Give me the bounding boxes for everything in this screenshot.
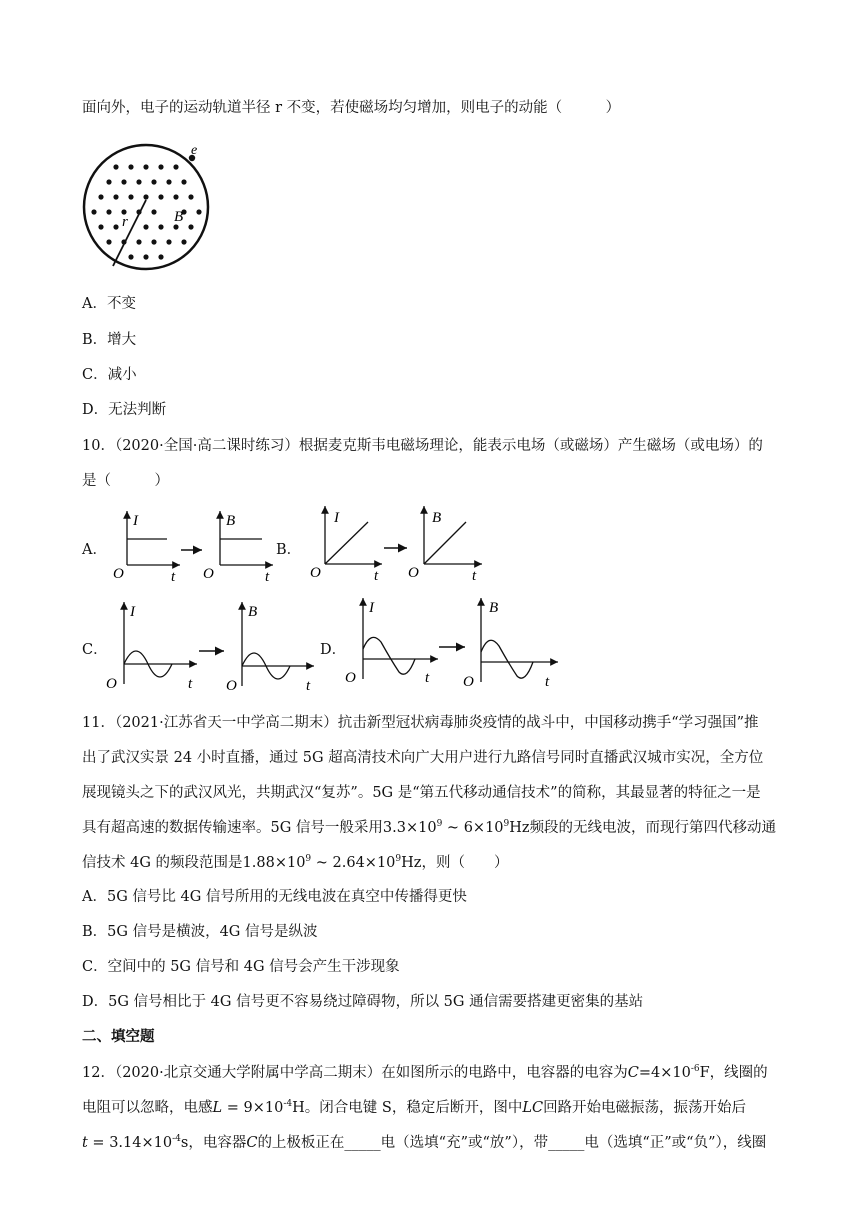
field-dot bbox=[181, 239, 186, 244]
q11-option-d[interactable]: D．5G 信号相比于 4G 信号更不容易绕过障碍物，所以 5G 通信需要搭建更密集的基站 bbox=[82, 994, 644, 1010]
field-dot bbox=[136, 239, 141, 244]
svg-text:I: I bbox=[334, 510, 339, 526]
q12-stem-line3: $t = 3.14\times 10^{-4}s$，电容器C的上极板正在_____电（选填“充”或“放”），带_____电（选填“正”或“负”），线圈 bbox=[82, 1134, 767, 1151]
q9-stem: 面向外，电子的运动轨道半径 r 不变，若使磁场均匀增加，则电子的动能（ ） bbox=[82, 100, 621, 116]
svg-text:B: B bbox=[248, 604, 258, 620]
q10-option-c[interactable]: C． bbox=[82, 642, 108, 658]
q11-stem-line3: 展现镜头之下的武汉风光，共期武汉“复苏”。5G 是“第五代移动通信技术”的简称，其最显著的特征之一是 bbox=[82, 785, 761, 801]
q11-stem-line5: 信技术 4G 的频段范围是$1.88\times 10^9$ ~ $2.64\times 10^9Hz$，则（ ） bbox=[82, 854, 509, 871]
label-B: B bbox=[174, 209, 184, 225]
q9-option-b[interactable]: B．增大 bbox=[82, 332, 137, 348]
svg-text:O: O bbox=[345, 670, 356, 686]
field-dot bbox=[151, 209, 156, 214]
field-dot bbox=[128, 164, 133, 169]
field-dot bbox=[158, 164, 163, 169]
svg-text:O: O bbox=[408, 565, 419, 581]
q9-option-a[interactable]: A．不变 bbox=[82, 296, 136, 312]
q10-stem-line1: 10．（2020·全国·高二课时练习）根据麦克斯韦电磁场理论，能表示电场（或磁场）产生磁场（或电场）的 bbox=[82, 438, 763, 454]
q11-stem-line4: 具有超高速的数据传输速率。5G 信号一般采用$3.3\times 10^9$ ~ $6\times 10^9Hz$频段的无线电波，而现行第四代移动通 bbox=[82, 819, 777, 836]
field-dot bbox=[166, 179, 171, 184]
field-dot bbox=[158, 194, 163, 199]
svg-text:t: t bbox=[306, 678, 311, 694]
field-dot bbox=[173, 224, 178, 229]
svg-text:B: B bbox=[489, 600, 499, 616]
svg-text:I: I bbox=[133, 513, 138, 529]
svg-text:O: O bbox=[113, 566, 124, 582]
svg-text:t: t bbox=[472, 568, 477, 584]
svg-text:t: t bbox=[374, 568, 379, 584]
field-dot bbox=[173, 194, 178, 199]
q10-option-a-graphs bbox=[105, 505, 280, 585]
field-dot bbox=[106, 239, 111, 244]
frequency-range-4g: $1.88\times 10^9$ ~ $2.64\times 10^9Hz$ bbox=[242, 854, 422, 871]
frequency-range-5g: $3.3\times 10^9$ ~ $6\times 10^9Hz$ bbox=[382, 819, 530, 836]
field-dot bbox=[106, 179, 111, 184]
field-dot bbox=[181, 179, 186, 184]
svg-text:I: I bbox=[369, 600, 374, 616]
svg-text:t: t bbox=[545, 674, 550, 690]
q11-option-c[interactable]: C．空间中的 5G 信号和 4G 信号会产生干涉现象 bbox=[82, 959, 400, 975]
field-dot bbox=[143, 194, 148, 199]
time-value: $t = 3.14\times 10^{-4}s$ bbox=[82, 1134, 189, 1151]
field-dot bbox=[196, 209, 201, 214]
svg-text:B: B bbox=[432, 510, 442, 526]
label-e: e bbox=[191, 143, 198, 158]
q12-stem-line1: 12．（2020·北京交通大学附属中学高二期末）在如图所示的电路中，电容器的电容为$C=4\times 10^{-6}F$，线圈的 bbox=[82, 1064, 768, 1081]
svg-text:O: O bbox=[463, 674, 474, 690]
svg-text:O: O bbox=[226, 678, 237, 694]
field-dot bbox=[113, 224, 118, 229]
label-r: r bbox=[122, 214, 128, 230]
field-dot bbox=[113, 164, 118, 169]
field-dot bbox=[106, 209, 111, 214]
field-dot bbox=[136, 179, 141, 184]
q9-option-d[interactable]: D．无法判断 bbox=[82, 402, 167, 418]
field-dot bbox=[158, 224, 163, 229]
field-dot bbox=[151, 239, 156, 244]
svg-text:O: O bbox=[203, 566, 214, 582]
field-dot bbox=[188, 224, 193, 229]
inductance-value: $L = 9\times 10^{-4}H$ bbox=[212, 1099, 305, 1116]
q11-option-a[interactable]: A．5G 信号比 4G 信号所用的无线电波在真空中传播得更快 bbox=[82, 889, 467, 905]
field-dot bbox=[98, 194, 103, 199]
q9-option-c[interactable]: C．减小 bbox=[82, 367, 137, 383]
q10-stem-line2: 是（ ） bbox=[82, 473, 169, 489]
q10-option-b[interactable]: B． bbox=[276, 542, 302, 558]
field-dot bbox=[151, 179, 156, 184]
svg-text:t: t bbox=[171, 569, 176, 585]
field-dot bbox=[113, 194, 118, 199]
q10-option-d[interactable]: D． bbox=[320, 642, 347, 658]
field-dot bbox=[128, 194, 133, 199]
capacitance-value: $C=4\times 10^{-6}F$ bbox=[627, 1064, 710, 1081]
svg-text:I: I bbox=[130, 604, 135, 620]
svg-text:B: B bbox=[226, 513, 236, 529]
q9-magnetic-field-figure bbox=[80, 138, 220, 273]
svg-text:O: O bbox=[106, 676, 117, 692]
q11-stem-line1: 11．（2021·江苏省天一中学高二期末）抗击新型冠状病毒肺炎疫情的战斗中，中国移动携手“学习强国”推 bbox=[82, 715, 759, 731]
q10-option-c-graphs bbox=[102, 596, 322, 696]
field-dot bbox=[166, 239, 171, 244]
q10-option-a[interactable]: A． bbox=[82, 542, 107, 558]
q11-stem-line2: 出了武汉实景 24 小时直播，通过 5G 超高清技术向广大用户进行九路信号同时直播武汉城市实况，全方位 bbox=[82, 750, 764, 766]
field-dot bbox=[173, 164, 178, 169]
q12-stem-line2: 电阻可以忽略，电感$L = 9\times 10^{-4}H$。闭合电键 S，稳定后断开，图中LC回路开始电磁振荡，振荡开始后 bbox=[82, 1099, 747, 1116]
svg-text:t: t bbox=[425, 670, 430, 686]
field-dot bbox=[121, 179, 126, 184]
svg-text:t: t bbox=[265, 569, 270, 585]
field-dot bbox=[143, 254, 148, 259]
q10-option-d-graphs bbox=[343, 592, 568, 692]
svg-text:O: O bbox=[310, 565, 321, 581]
q11-option-b[interactable]: B．5G 信号是横波，4G 信号是纵波 bbox=[82, 924, 318, 940]
field-dot bbox=[128, 254, 133, 259]
field-dot bbox=[91, 209, 96, 214]
section-fill-in-blank: 二、填空题 bbox=[82, 1029, 155, 1045]
q10-option-b-graphs bbox=[300, 500, 490, 585]
field-dot bbox=[143, 224, 148, 229]
field-dot bbox=[143, 164, 148, 169]
field-dot bbox=[158, 254, 163, 259]
field-dot bbox=[188, 194, 193, 199]
svg-text:t: t bbox=[188, 676, 193, 692]
field-dot bbox=[98, 224, 103, 229]
